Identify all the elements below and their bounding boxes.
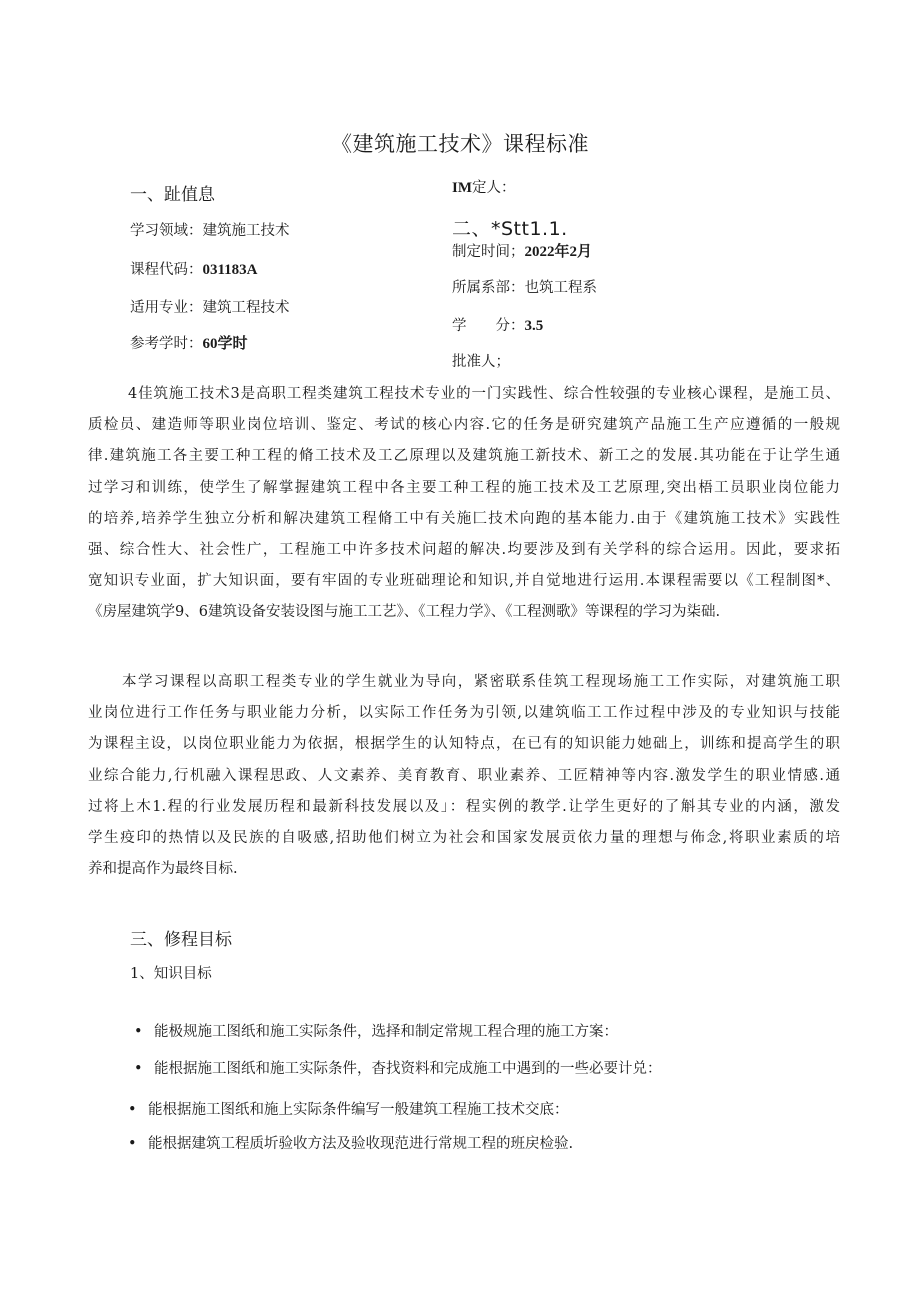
list-item-text: 能根据施工图纸和施工实际条件，杳找资料和完成施工中遇到的一些必要计兑： [154, 1061, 662, 1077]
bullet-icon: • [134, 1061, 143, 1077]
list-item [134, 1057, 662, 1078]
info-label: 所属系部： [452, 280, 525, 296]
info-maker-prefix: IM [452, 180, 472, 196]
bullet-icon: • [134, 1024, 143, 1040]
info-label: 参考学时： [130, 336, 203, 352]
info-value: 建筑施工技术 [202, 223, 290, 239]
paragraph-line: 业综合能力,行机融入课程思政、人文素养、美育教育、职业素养、工匠精神等内容.激发学生的职业情感.通 [88, 767, 840, 784]
info-maker [452, 176, 516, 197]
section-1-heading: 一、趾值息 [130, 185, 215, 205]
info-label: 制定时间； [452, 244, 525, 260]
knowledge-goals-heading: 1、知识目标 [130, 966, 212, 982]
info-label: 学习领域： [130, 223, 203, 239]
list-item [128, 1132, 573, 1153]
paragraph-line: 本学习课程以高职工程类专业的学生就业为导向，紧密联系佳筑工程现场施工工作实际，对建筑施工职 [122, 674, 840, 690]
paragraph-line: 学生疫印的热情以及民族的自吸感,招助他们树立为社会和国家发展贡依力量的理想与佈念,将职业素质的培 [88, 830, 840, 847]
info-study-field [130, 219, 290, 240]
paragraph-line: 业岗位进行工作任务与职业能力分析，以实际工作任务为引领,以建筑临工工作过程中涉及的专业知识与技能 [88, 705, 840, 722]
list-item-text: 能根据施工图纸和施上实际条件编写一般建筑工程施工技术交底： [148, 1102, 569, 1118]
paragraph-line: 《房屋建筑学9、6建筑设备安装设图与施工工艺》、《工程力学》、《工程测歌》等课程的学习为柒础. [88, 604, 721, 621]
info-value: 也筑工程系 [524, 280, 597, 296]
info-value: 2022年2月 [524, 244, 593, 260]
course-orientation-paragraph [88, 667, 840, 885]
info-label: 学 分： [452, 318, 525, 334]
info-credits [452, 314, 543, 335]
paragraph-line: 质检员、建造师等职业岗位培训、鉴定、考试的核心内容.它的任务是研究建筑产品施工生产应遵循的一般规 [88, 417, 840, 434]
paragraph-line: 过学习和训练，使学生了解掌握建筑工程中各主要工种工程的施工技术及工艺原理,突出梧工员职业岗位能力 [88, 479, 840, 496]
info-hours [130, 332, 248, 353]
info-value: 60学时 [202, 336, 248, 352]
bullet-icon: • [128, 1136, 137, 1152]
paragraph-line: 4佳筑施工技术3是高职工程类建筑工程技术专业的一门实践性、综合性较强的专业核心课程，是施工员、 [128, 386, 840, 402]
info-approver: 批准人； [452, 354, 510, 370]
info-label: 课程代码： [130, 262, 203, 278]
info-date [452, 240, 592, 261]
paragraph-line: 宽知识专业面，扩大知识面，要有牢固的专业班础理论和知识,并自觉地进行运用.本课程需要以《工程制图*、 [88, 573, 840, 590]
paragraph-line: 为课程主设，以岗位职业能力为依据，根据学生的认知特点，在已有的知识能力她础上，训练和提高学生的职 [88, 736, 840, 753]
info-value: 3.5 [524, 318, 544, 334]
paragraph-line: 律.建筑施工各主要工种工程的脩工技术及工乙原理以及建筑施工新技术、新工之的发展.其功能在于让学生通 [88, 448, 840, 465]
info-label: 适用专业： [130, 300, 203, 316]
info-major [130, 296, 290, 317]
course-description-paragraph [88, 379, 840, 629]
paragraph-line: 强、综合性大、社会性广，工程施工中许多技术问超的解决.均要涉及到有关学科的综合运用。因此，要求拓 [88, 542, 840, 559]
info-course-code [130, 258, 258, 279]
list-item [134, 1020, 618, 1041]
info-value: 031183A [202, 262, 258, 278]
list-item-text: 能极规施工图纸和施工实际条件，选择和制定常规工程合理的施工方案： [154, 1024, 618, 1040]
paragraph-line: 养和提高作为最终目标. [88, 861, 238, 878]
paragraph-line: 过将上木1.程的行业发展历程和最新科技发展以及」：程实例的教学.让学生更好的了斛其专业的内涵，激发 [88, 798, 840, 815]
list-item-text: 能根据建筑工程质圻验收方法及验收现范进行常规工程的班戻检验. [148, 1136, 574, 1152]
bullet-icon: • [128, 1102, 137, 1118]
paragraph-line: 的培养,培养学生独立分析和解决建筑工程脩工中有关施匚技术向跑的基本能力.由于《建筑施工技术》实践性 [88, 510, 840, 527]
section-3-heading: 三、修程目标 [130, 930, 232, 950]
info-label: 定人： [472, 180, 516, 196]
document-title: 《建筑施工技术》课程标准 [331, 132, 589, 156]
info-department [452, 276, 597, 297]
list-item [128, 1098, 569, 1119]
info-value: 建筑工程技术 [202, 300, 290, 316]
info-code-line: 二、*Stt1.1. [452, 218, 568, 240]
